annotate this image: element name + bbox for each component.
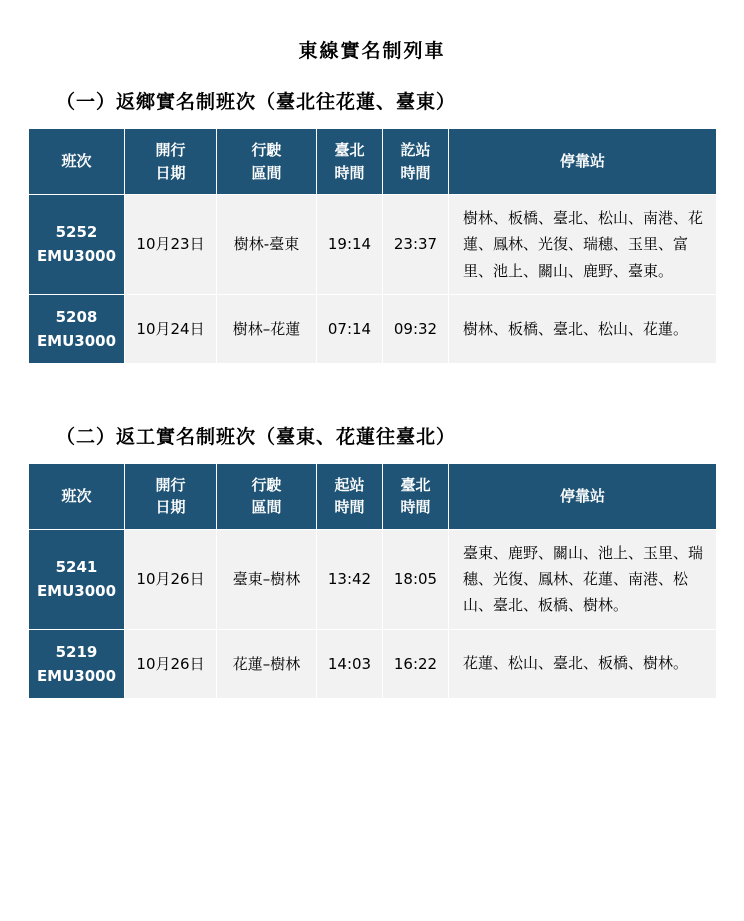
document-page xyxy=(0,36,744,921)
column-header-line1: 臺北 xyxy=(334,141,365,159)
cell-stops: 臺東、鹿野、關山、池上、玉里、瑞穗、光復、鳳林、花蓮、南港、松山、臺北、板橋、樹林。 xyxy=(449,529,717,629)
column-header-route xyxy=(217,129,317,195)
column-header-line2: 時間 xyxy=(334,163,365,182)
column-header-line2: 時間 xyxy=(400,498,431,517)
table-header-row xyxy=(29,463,717,529)
cell-stops: 花蓮、松山、臺北、板橋、樹林。 xyxy=(449,629,717,698)
train-model: EMU3000 xyxy=(36,582,117,601)
train-number: 5208 xyxy=(55,307,98,326)
section-spacer xyxy=(28,364,716,422)
column-header-line1: 開行 xyxy=(155,475,186,494)
cell-route: 臺東–樹林 xyxy=(217,529,317,629)
cell-time-start: 14:03 xyxy=(317,629,383,698)
column-header-time-start xyxy=(317,463,383,529)
cell-time-end: 23:37 xyxy=(383,195,449,295)
column-header-line1: 行駛 xyxy=(251,141,282,159)
train-model: EMU3000 xyxy=(36,331,117,350)
cell-route: 樹林-臺東 xyxy=(217,195,317,295)
column-header-line1: 起站 xyxy=(334,475,365,494)
column-header-line2: 區間 xyxy=(251,498,282,517)
column-header-route xyxy=(217,463,317,529)
column-header-line2: 時間 xyxy=(400,163,431,182)
column-header-line1: 臺北 xyxy=(400,475,431,494)
cell-route: 花蓮–樹林 xyxy=(217,629,317,698)
train-number: 5252 xyxy=(55,223,98,242)
cell-stops: 樹林、板橋、臺北、松山、花蓮。 xyxy=(449,294,717,363)
cell-time-end: 16:22 xyxy=(383,629,449,698)
column-header-line1: 班次 xyxy=(61,152,92,171)
cell-train-no xyxy=(29,529,125,629)
column-header-time-start xyxy=(317,129,383,195)
train-number: 5241 xyxy=(55,558,98,577)
column-header-date xyxy=(125,463,217,529)
column-header-stops xyxy=(449,463,717,529)
train-model: EMU3000 xyxy=(36,247,117,266)
column-header-line1: 行駛 xyxy=(251,475,282,494)
train-table-outbound xyxy=(28,128,717,364)
cell-time-end: 09:32 xyxy=(383,294,449,363)
cell-time-end: 18:05 xyxy=(383,529,449,629)
train-table-return xyxy=(28,463,717,699)
column-header-time-end xyxy=(383,129,449,195)
column-header-line1: 訖站 xyxy=(400,141,431,159)
section-heading-1: （一）返鄉實名制班次（臺北往花蓮、臺東） xyxy=(56,91,457,113)
cell-route: 樹林–花蓮 xyxy=(217,294,317,363)
column-header-line1: 班次 xyxy=(61,487,92,505)
column-header-date xyxy=(125,129,217,195)
column-header-train-no xyxy=(29,463,125,529)
section-heading-2: （二）返工實名制班次（臺東、花蓮往臺北） xyxy=(56,425,457,448)
train-model: EMU3000 xyxy=(36,666,117,685)
train-number: 5219 xyxy=(55,642,98,661)
column-header-line1: 停靠站 xyxy=(559,152,605,171)
cell-train-no xyxy=(29,629,125,698)
cell-date: 10月24日 xyxy=(125,294,217,363)
cell-time-start: 13:42 xyxy=(317,529,383,629)
cell-date: 10月26日 xyxy=(125,629,217,698)
page-title: 東線實名制列車 xyxy=(298,40,446,62)
cell-train-no xyxy=(29,294,125,363)
column-header-line1: 開行 xyxy=(155,141,186,159)
table-row xyxy=(29,629,717,698)
column-header-train-no xyxy=(29,129,125,195)
table-header-row xyxy=(29,129,717,195)
table-row xyxy=(29,195,717,295)
cell-train-no xyxy=(29,195,125,295)
table-row xyxy=(29,294,717,363)
column-header-line2: 日期 xyxy=(155,498,186,517)
table-row xyxy=(29,529,717,629)
column-header-line2: 日期 xyxy=(155,163,186,182)
cell-stops: 樹林、板橋、臺北、松山、南港、花蓮、鳳林、光復、瑞穗、玉里、富里、池上、關山、鹿野、臺東。 xyxy=(449,195,717,295)
column-header-line2: 時間 xyxy=(334,498,365,517)
cell-time-start: 07:14 xyxy=(317,294,383,363)
cell-time-start: 19:14 xyxy=(317,195,383,295)
column-header-time-end xyxy=(383,463,449,529)
column-header-line2: 區間 xyxy=(251,163,282,182)
column-header-stops xyxy=(449,129,717,195)
column-header-line1: 停靠站 xyxy=(559,487,605,505)
cell-date: 10月23日 xyxy=(125,195,217,295)
cell-date: 10月26日 xyxy=(125,529,217,629)
